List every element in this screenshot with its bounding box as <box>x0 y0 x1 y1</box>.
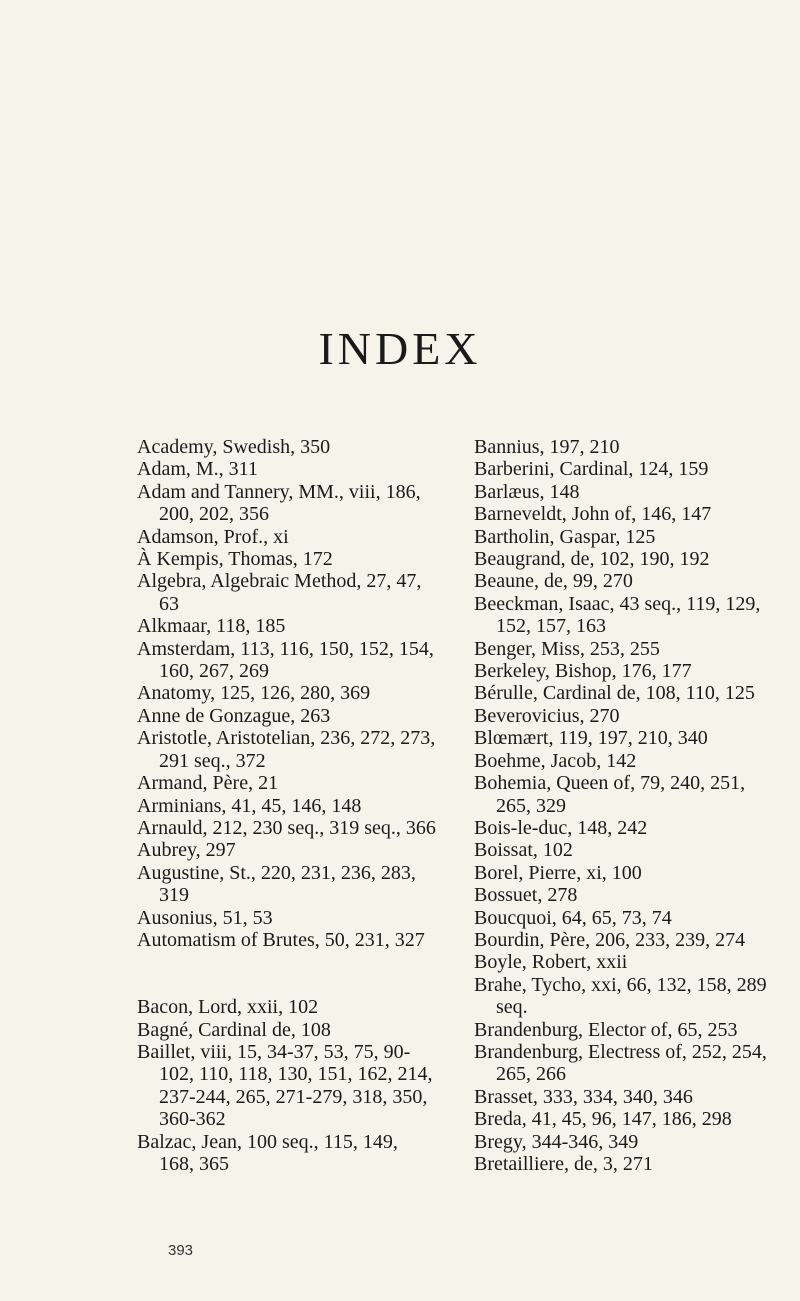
index-entry: Barneveldt, John of, 146, 147 <box>474 503 712 526</box>
index-entry: Boyle, Robert, xxii <box>474 951 628 974</box>
index-entry: Amsterdam, 113, 116, 150, 152, 154, 160, 267, 269 <box>137 637 434 683</box>
index-entry: Aristotle, Aristotelian, 236, 272, 273, 291 seq., 372 <box>137 727 436 772</box>
index-entry: Anne de Gonzague, 263 <box>137 704 331 727</box>
index-entry: Boissat, 102 <box>474 839 573 862</box>
index-entry: Boucquoi, 64, 65, 73, 74 <box>474 906 672 929</box>
index-entry: Borel, Pierre, xi, 100 <box>474 861 642 884</box>
index-entry: Beaune, de, 99, 270 <box>474 570 633 593</box>
index-entry: Barberini, Cardinal, 124, 159 <box>474 458 709 481</box>
index-entry: Arminians, 41, 45, 146, 148 <box>137 794 362 817</box>
index-entry: Arnauld, 212, 230 seq., 319 seq., 366 <box>137 816 436 839</box>
index-entry: À Kempis, Thomas, 172 <box>137 548 333 571</box>
index-entry: Brandenburg, Electress of, 252, 254, 265, 266 <box>474 1040 767 1086</box>
page-title: INDEX <box>318 323 482 374</box>
index-entry: Armand, Père, 21 <box>137 772 279 795</box>
index-entry: Bohemia, Queen of, 79, 240, 251, 265, 329 <box>474 772 746 817</box>
index-column-left <box>137 436 437 1175</box>
index-entry: Baillet, viii, 15, 34-37, 53, 75, 90-102, 110, 118, 130, 151, 162, 214, 237-244, 265, 271-279, 318, 350, 360-362 <box>137 1040 433 1131</box>
index-entry: Adamson, Prof., xi <box>137 525 289 548</box>
index-entry: Bartholin, Gaspar, 125 <box>474 525 656 548</box>
index-entry: Alkmaar, 118, 185 <box>137 615 286 638</box>
index-entry: Brahe, Tycho, xxi, 66, 132, 158, 289 seq. <box>474 973 767 1019</box>
index-entry: Brandenburg, Elector of, 65, 253 <box>474 1018 738 1041</box>
index-entry: Breda, 41, 45, 96, 147, 186, 298 <box>474 1108 732 1131</box>
index-entry: Anatomy, 125, 126, 280, 369 <box>137 682 371 705</box>
index-entry: Adam, M., 311 <box>137 458 258 481</box>
index-column-right <box>474 436 774 1175</box>
index-entry: Beaugrand, de, 102, 190, 192 <box>474 548 710 571</box>
index-entry: Bagné, Cardinal de, 108 <box>137 1018 331 1041</box>
index-entry: Berkeley, Bishop, 176, 177 <box>474 660 692 683</box>
index-entry: Barlæus, 148 <box>474 480 580 503</box>
index-entry: Boehme, Jacob, 142 <box>474 749 637 772</box>
index-entry: Bois-le-duc, 148, 242 <box>474 816 648 839</box>
index-entry: Augustine, St., 220, 231, 236, 283, 319 <box>137 861 416 907</box>
index-entry: Academy, Swedish, 350 <box>137 436 331 458</box>
index-entry: Automatism of Brutes, 50, 231, 327 <box>137 928 425 951</box>
index-entry: Brasset, 333, 334, 340, 346 <box>474 1085 693 1108</box>
index-entry: Beeckman, Isaac, 43 seq., 119, 129, 152, 157, 163 <box>474 592 761 638</box>
index-entry: Blœmært, 119, 197, 210, 340 <box>474 727 708 750</box>
index-entry: Bretailliere, de, 3, 271 <box>474 1153 653 1175</box>
index-entry: Ausonius, 51, 53 <box>137 906 273 929</box>
index-entry: Bossuet, 278 <box>474 884 578 907</box>
index-entry: Bacon, Lord, xxii, 102 <box>137 996 319 1019</box>
index-entry: Bourdin, Père, 206, 233, 239, 274 <box>474 928 746 951</box>
page-number: 393 <box>168 1242 194 1259</box>
index-entry: Beverovicius, 270 <box>474 704 620 727</box>
index-entry: Benger, Miss, 253, 255 <box>474 637 660 660</box>
index-entry: Bregy, 344-346, 349 <box>474 1130 639 1153</box>
index-entry: Bannius, 197, 210 <box>474 436 620 458</box>
index-entry: Aubrey, 297 <box>137 839 236 862</box>
index-entry: Bérulle, Cardinal de, 108, 110, 125 <box>474 682 755 705</box>
index-entry: Algebra, Algebraic Method, 27, 47, 63 <box>137 570 422 615</box>
index-entry: Adam and Tannery, MM., viii, 186, 200, 202, 356 <box>137 480 421 526</box>
index-entry: Balzac, Jean, 100 seq., 115, 149, 168, 365 <box>137 1130 398 1175</box>
